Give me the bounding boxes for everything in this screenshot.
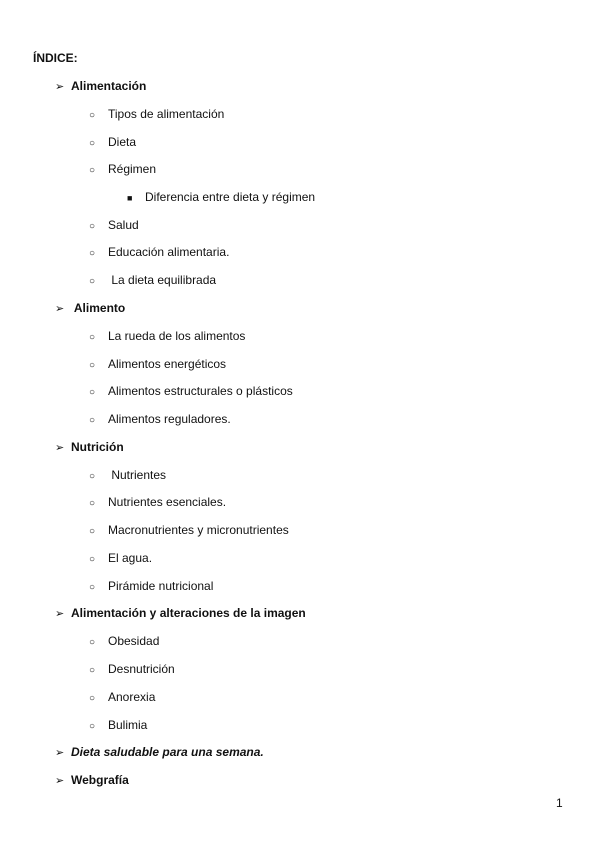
list-item-label: Alimentos reguladores. xyxy=(108,412,231,426)
list-item-label: Diferencia entre dieta y régimen xyxy=(145,190,316,204)
list-item-label: Anorexia xyxy=(108,690,156,704)
section-alimento xyxy=(55,300,125,317)
section-label: Alimento xyxy=(71,301,126,315)
list-item xyxy=(89,328,245,346)
circle-bullet-icon: ○ xyxy=(89,360,96,371)
circle-bullet-icon: ○ xyxy=(89,526,96,537)
circle-bullet-icon: ○ xyxy=(89,665,96,676)
arrow-bullet-icon: ➢ xyxy=(55,303,65,315)
list-item xyxy=(89,717,147,735)
section-label: Alimentación xyxy=(71,79,147,93)
list-item xyxy=(89,106,224,124)
list-item xyxy=(89,161,156,179)
circle-bullet-icon: ○ xyxy=(89,471,96,482)
section-alteraciones xyxy=(55,605,306,622)
circle-bullet-icon: ○ xyxy=(89,721,96,732)
list-item-label: Salud xyxy=(108,218,139,232)
list-item-label: Alimentos estructurales o plásticos xyxy=(108,384,293,398)
arrow-bullet-icon: ➢ xyxy=(55,81,65,93)
list-item xyxy=(89,661,175,679)
arrow-bullet-icon: ➢ xyxy=(55,747,65,759)
circle-bullet-icon: ○ xyxy=(89,554,96,565)
list-item xyxy=(89,467,166,485)
list-item-label: Bulimia xyxy=(108,718,148,732)
list-item-label: Alimentos energéticos xyxy=(108,357,227,371)
circle-bullet-icon: ○ xyxy=(89,138,96,149)
circle-bullet-icon: ○ xyxy=(89,582,96,593)
list-item xyxy=(89,633,159,651)
list-item xyxy=(89,244,229,262)
section-webgrafia xyxy=(55,772,129,789)
section-label: Dieta saludable para una semana. xyxy=(71,745,264,759)
list-item-label: Tipos de alimentación xyxy=(108,107,225,121)
list-item-label: La rueda de los alimentos xyxy=(108,329,246,343)
arrow-bullet-icon: ➢ xyxy=(55,608,65,620)
circle-bullet-icon: ○ xyxy=(89,693,96,704)
circle-bullet-icon: ○ xyxy=(89,415,96,426)
arrow-bullet-icon: ➢ xyxy=(55,775,65,787)
page-number: 1 xyxy=(556,796,563,810)
list-item-label: El agua. xyxy=(108,551,153,565)
circle-bullet-icon: ○ xyxy=(89,248,96,259)
section-label: Alimentación y alteraciones de la imagen xyxy=(71,606,306,620)
circle-bullet-icon: ○ xyxy=(89,332,96,343)
section-nutricion xyxy=(55,439,124,456)
list-item xyxy=(89,550,152,568)
list-item xyxy=(89,272,216,290)
circle-bullet-icon: ○ xyxy=(89,387,96,398)
list-item xyxy=(89,134,136,152)
circle-bullet-icon: ○ xyxy=(89,221,96,232)
list-item xyxy=(89,383,293,401)
list-item xyxy=(89,356,226,374)
list-item-label: Desnutrición xyxy=(108,662,175,676)
circle-bullet-icon: ○ xyxy=(89,276,96,287)
list-item-label: Pirámide nutricional xyxy=(108,579,214,593)
square-bullet-icon: ■ xyxy=(127,193,133,203)
list-item xyxy=(89,522,289,540)
list-item xyxy=(89,578,213,596)
list-item-label: Obesidad xyxy=(108,634,160,648)
list-item-label: Dieta xyxy=(108,135,137,149)
section-alimentacion xyxy=(55,78,146,95)
arrow-bullet-icon: ➢ xyxy=(55,442,65,454)
list-item xyxy=(89,411,231,429)
circle-bullet-icon: ○ xyxy=(89,165,96,176)
list-item-label: Nutrientes esenciales. xyxy=(108,495,227,509)
list-item xyxy=(89,689,155,707)
section-dieta-saludable xyxy=(55,744,264,761)
circle-bullet-icon: ○ xyxy=(89,110,96,121)
list-item-label: Educación alimentaria. xyxy=(108,245,230,259)
list-item xyxy=(89,494,226,512)
circle-bullet-icon: ○ xyxy=(89,637,96,648)
section-label: Nutrición xyxy=(71,440,124,454)
list-item xyxy=(89,217,139,235)
list-item-label: Macronutrientes y micronutrientes xyxy=(108,523,289,537)
list-item-label: Nutrientes xyxy=(108,468,167,482)
list-item-label: La dieta equilibrada xyxy=(108,273,217,287)
index-title: ÍNDICE: xyxy=(33,51,78,65)
sub-list-item xyxy=(127,189,315,206)
list-item-label: Régimen xyxy=(108,162,157,176)
section-label: Webgrafía xyxy=(71,773,129,787)
circle-bullet-icon: ○ xyxy=(89,498,96,509)
